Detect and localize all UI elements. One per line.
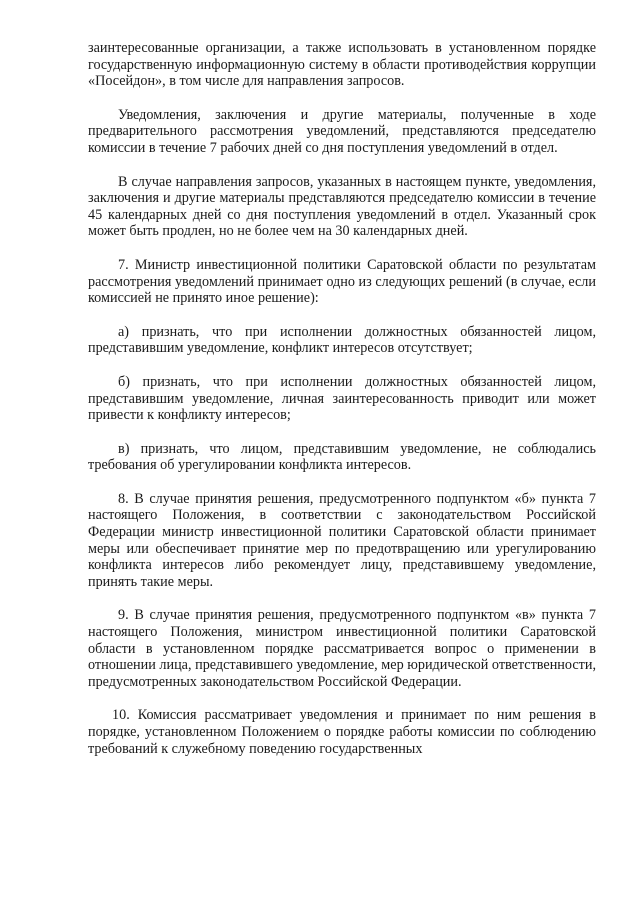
document-body	[88, 40, 596, 774]
paragraph-item-7b: б) признать, что при исполнении должностных обязанностей лицом, представившим уведомление, личная заинтересованность приводит или может привести к конфликту интересов;	[88, 373, 596, 424]
paragraph-item-10: 10. Комиссия рассматривает уведомления и принимает по ним решения в порядке, установленном Положением о порядке работы комиссии по соблюдению требований к служебному поведению государственных	[88, 707, 596, 757]
paragraph-item-9: 9. В случае принятия решения, предусмотренного подпунктом «в» пункта 7 настоящего Положения, министром инвестиционной политики Саратовской области в установленном порядке рассматривается вопрос о применении в отношении лица, представившего уведомление, мер юридической ответственности, предусмотренных законодательством Российской Федерации.	[88, 607, 596, 690]
paragraph-item-7v: в) признать, что лицом, представившим уведомление, не соблюдались требования об урегулировании конфликта интересов.	[88, 440, 596, 474]
paragraph-continuation: заинтересованные организации, а также использовать в установленном порядке государственную информационную систему в области противодействия коррупции «Посейдон», в том числе для направления запросов.	[88, 40, 596, 90]
paragraph-request-deadline: В случае направления запросов, указанных в настоящем пункте, уведомления, заключения и другие материалы представляются председателю комиссии в течение 45 календарных дней со дня поступления уведомлений в отдел. Указанный срок может быть продлен, но не более чем на 30 календарных дней.	[88, 173, 596, 240]
paragraph-item-7a: а) признать, что при исполнении должностных обязанностей лицом, представившим уведомление, конфликт интересов отсутствует;	[88, 323, 596, 357]
paragraph-materials-submission: Уведомления, заключения и другие материалы, полученные в ходе предварительного рассмотрения уведомлений, представляются председателю комиссии в течение 7 рабочих дней со дня поступления уведомлений в отдел.	[88, 106, 596, 156]
paragraph-item-7: 7. Министр инвестиционной политики Саратовской области по результатам рассмотрения уведомлений принимает одно из следующих решений (в случае, если комиссией не принято иное решение):	[88, 256, 596, 307]
paragraph-item-8: 8. В случае принятия решения, предусмотренного подпунктом «б» пункта 7 настоящего Положения, в соответствии с законодательством Российской Федерации министр инвестиционной политики Саратовской области принимает меры или обеспечивает принятие мер по предотвращению или урегулированию конфликта интересов либо рекомендует лицу, представившему уведомление, принять такие меры.	[88, 490, 596, 590]
